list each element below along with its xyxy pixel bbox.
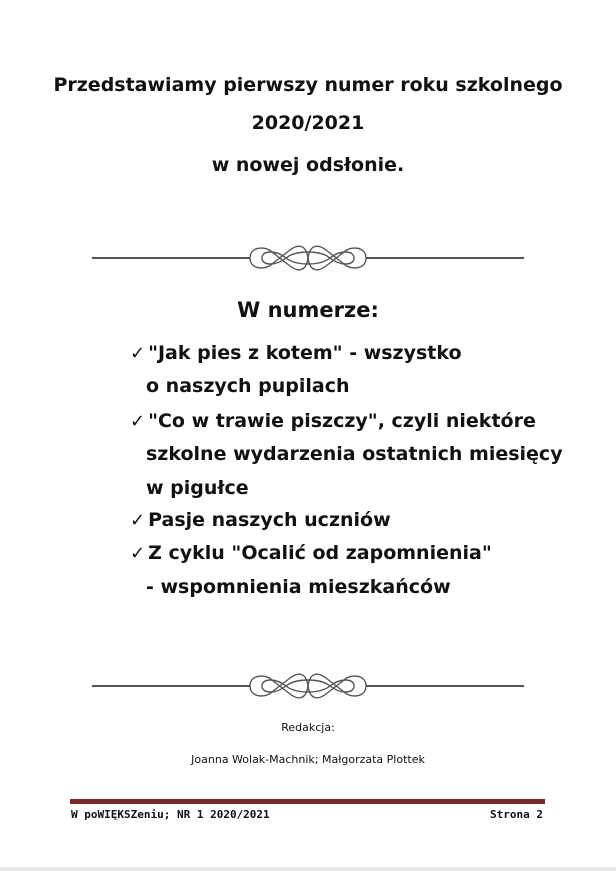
contents-title: W numerze:	[237, 298, 379, 322]
list-item-continued: szkolne wydarzenia ostatnich miesięcy	[146, 443, 563, 465]
credits-label: Redakcja:	[281, 721, 335, 734]
list-item: ✓ "Jak pies z kotem" - wszystko	[130, 342, 462, 364]
ornamental-divider-bottom	[90, 668, 526, 704]
credits-names: Joanna Wolak-Machnik; Małgorzata Plottek	[191, 753, 425, 766]
list-item-continued: - wspomnienia mieszkańców	[146, 576, 451, 598]
checkmark-icon: ✓	[130, 343, 146, 364]
knot-divider-icon	[92, 674, 524, 698]
list-item: ✓ Z cyklu "Ocalić od zapomnienia"	[130, 542, 492, 564]
intro-line-2: 2020/2021	[251, 112, 365, 134]
ornamental-divider-top	[90, 240, 526, 276]
list-item: ✓ Pasje naszych uczniów	[130, 509, 391, 531]
checkmark-icon: ✓	[130, 543, 146, 564]
checkmark-icon: ✓	[130, 411, 146, 432]
footer-title: W poWIĘKSZeniu; NR 1 2020/2021	[71, 808, 270, 821]
page-bottom-edge	[0, 867, 616, 871]
checkmark-icon: ✓	[130, 510, 146, 531]
list-item: ✓ "Co w trawie piszczy", czyli niektóre	[130, 410, 536, 432]
intro-line-3: w nowej odsłonie.	[211, 154, 405, 176]
footer-rule	[70, 799, 545, 804]
knot-divider-icon	[92, 246, 524, 270]
list-item-continued: w pigułce	[146, 477, 249, 499]
page-number: Strona 2	[490, 808, 543, 821]
intro-line-1: Przedstawiamy pierwszy numer roku szkolnego	[53, 74, 563, 96]
list-item-continued: o naszych pupilach	[146, 375, 350, 397]
